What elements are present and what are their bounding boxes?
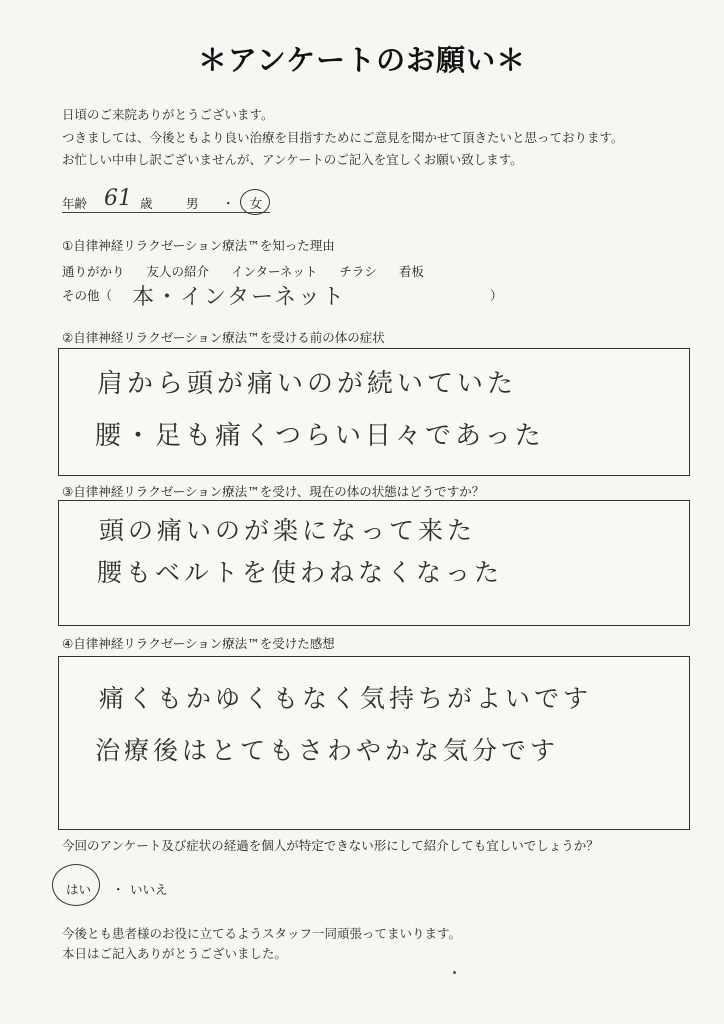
intro-text (62, 104, 624, 172)
intro-line: 日頃のご来院ありがとうございます。 (62, 107, 274, 122)
gender-separator: ・ (222, 196, 235, 211)
consent-yes: はい (66, 882, 92, 897)
q2-answer-line: 肩から頭が痛いのが続いていた (97, 369, 518, 399)
q4-answer-box (58, 656, 690, 830)
age-label: 年齢 (62, 196, 88, 211)
q1-heading: ①自律神経リラクゼーション療法™を知った理由 (62, 238, 335, 253)
age-unit: 歳 (140, 196, 153, 211)
intro-line: つきましては、今後ともより良い治療を目指すためにご意見を聞かせて頂きたいと思っております。 (62, 129, 624, 145)
q1-other-label: その他（ (62, 288, 113, 303)
age-gender-row (62, 188, 272, 214)
q4-heading: ④自律神経リラクゼーション療法™を受けた感想 (62, 636, 335, 651)
q1-option: 看板 (398, 264, 424, 279)
age-underline (62, 212, 270, 213)
consent-question: 今回のアンケート及び症状の経過を個人が特定できない形にして紹介しても宜しいでしょうか？ (62, 838, 599, 853)
page-title: ＊アンケートのお願い＊ (197, 43, 527, 77)
intro-line: お忙しい中申し訳ございませんが、アンケートのご記入を宜しくお願い致します。 (62, 152, 523, 167)
q3-answer-line: 頭の痛いのが楽になって来た (99, 516, 477, 545)
age-value: 61 (104, 186, 132, 211)
q1-other-answer: 本・インターネット (132, 285, 347, 310)
closing-text (62, 924, 461, 964)
q4-answer-line: 痛くもかゆくもなく気持ちがよいです (99, 684, 593, 713)
q1-options (62, 262, 442, 280)
q4-answer-line: 治療後はとてもさわやかな気分です (95, 736, 560, 765)
q3-answer-box (58, 500, 690, 626)
closing-line: 今後とも患者様のお役に立てるようスタッフ一同頑張ってまいります。 (62, 926, 462, 941)
q1-option: チラシ (339, 264, 377, 279)
q1-other-close: ） (490, 288, 503, 303)
q1-option: インターネット (231, 264, 318, 279)
q2-heading: ②自律神経リラクゼーション療法™を受ける前の体の症状 (62, 330, 385, 345)
gender-male: 男 (186, 196, 199, 211)
q1-option: 通りがかり (62, 264, 125, 279)
q2-answer-box (58, 348, 690, 476)
consent-no: いいえ (130, 882, 168, 897)
closing-line: 本日はご記入ありがとうございました。 (62, 946, 288, 961)
gender-female: 女 (249, 196, 263, 211)
consent-separator: ・ (112, 882, 125, 897)
q1-option: 友人の紹介 (146, 264, 210, 279)
q3-heading: ③自律神経リラクゼーション療法™を受け、現在の体の状態はどうですか？ (62, 484, 485, 499)
consent-answers (52, 870, 252, 910)
q3-answer-line: 腰もベルトを使わねなくなった (97, 558, 504, 587)
scan-speck (453, 971, 456, 974)
q1-other-row (62, 282, 502, 310)
q2-answer-line: 腰・足も痛くつらい日々であった (95, 421, 545, 451)
